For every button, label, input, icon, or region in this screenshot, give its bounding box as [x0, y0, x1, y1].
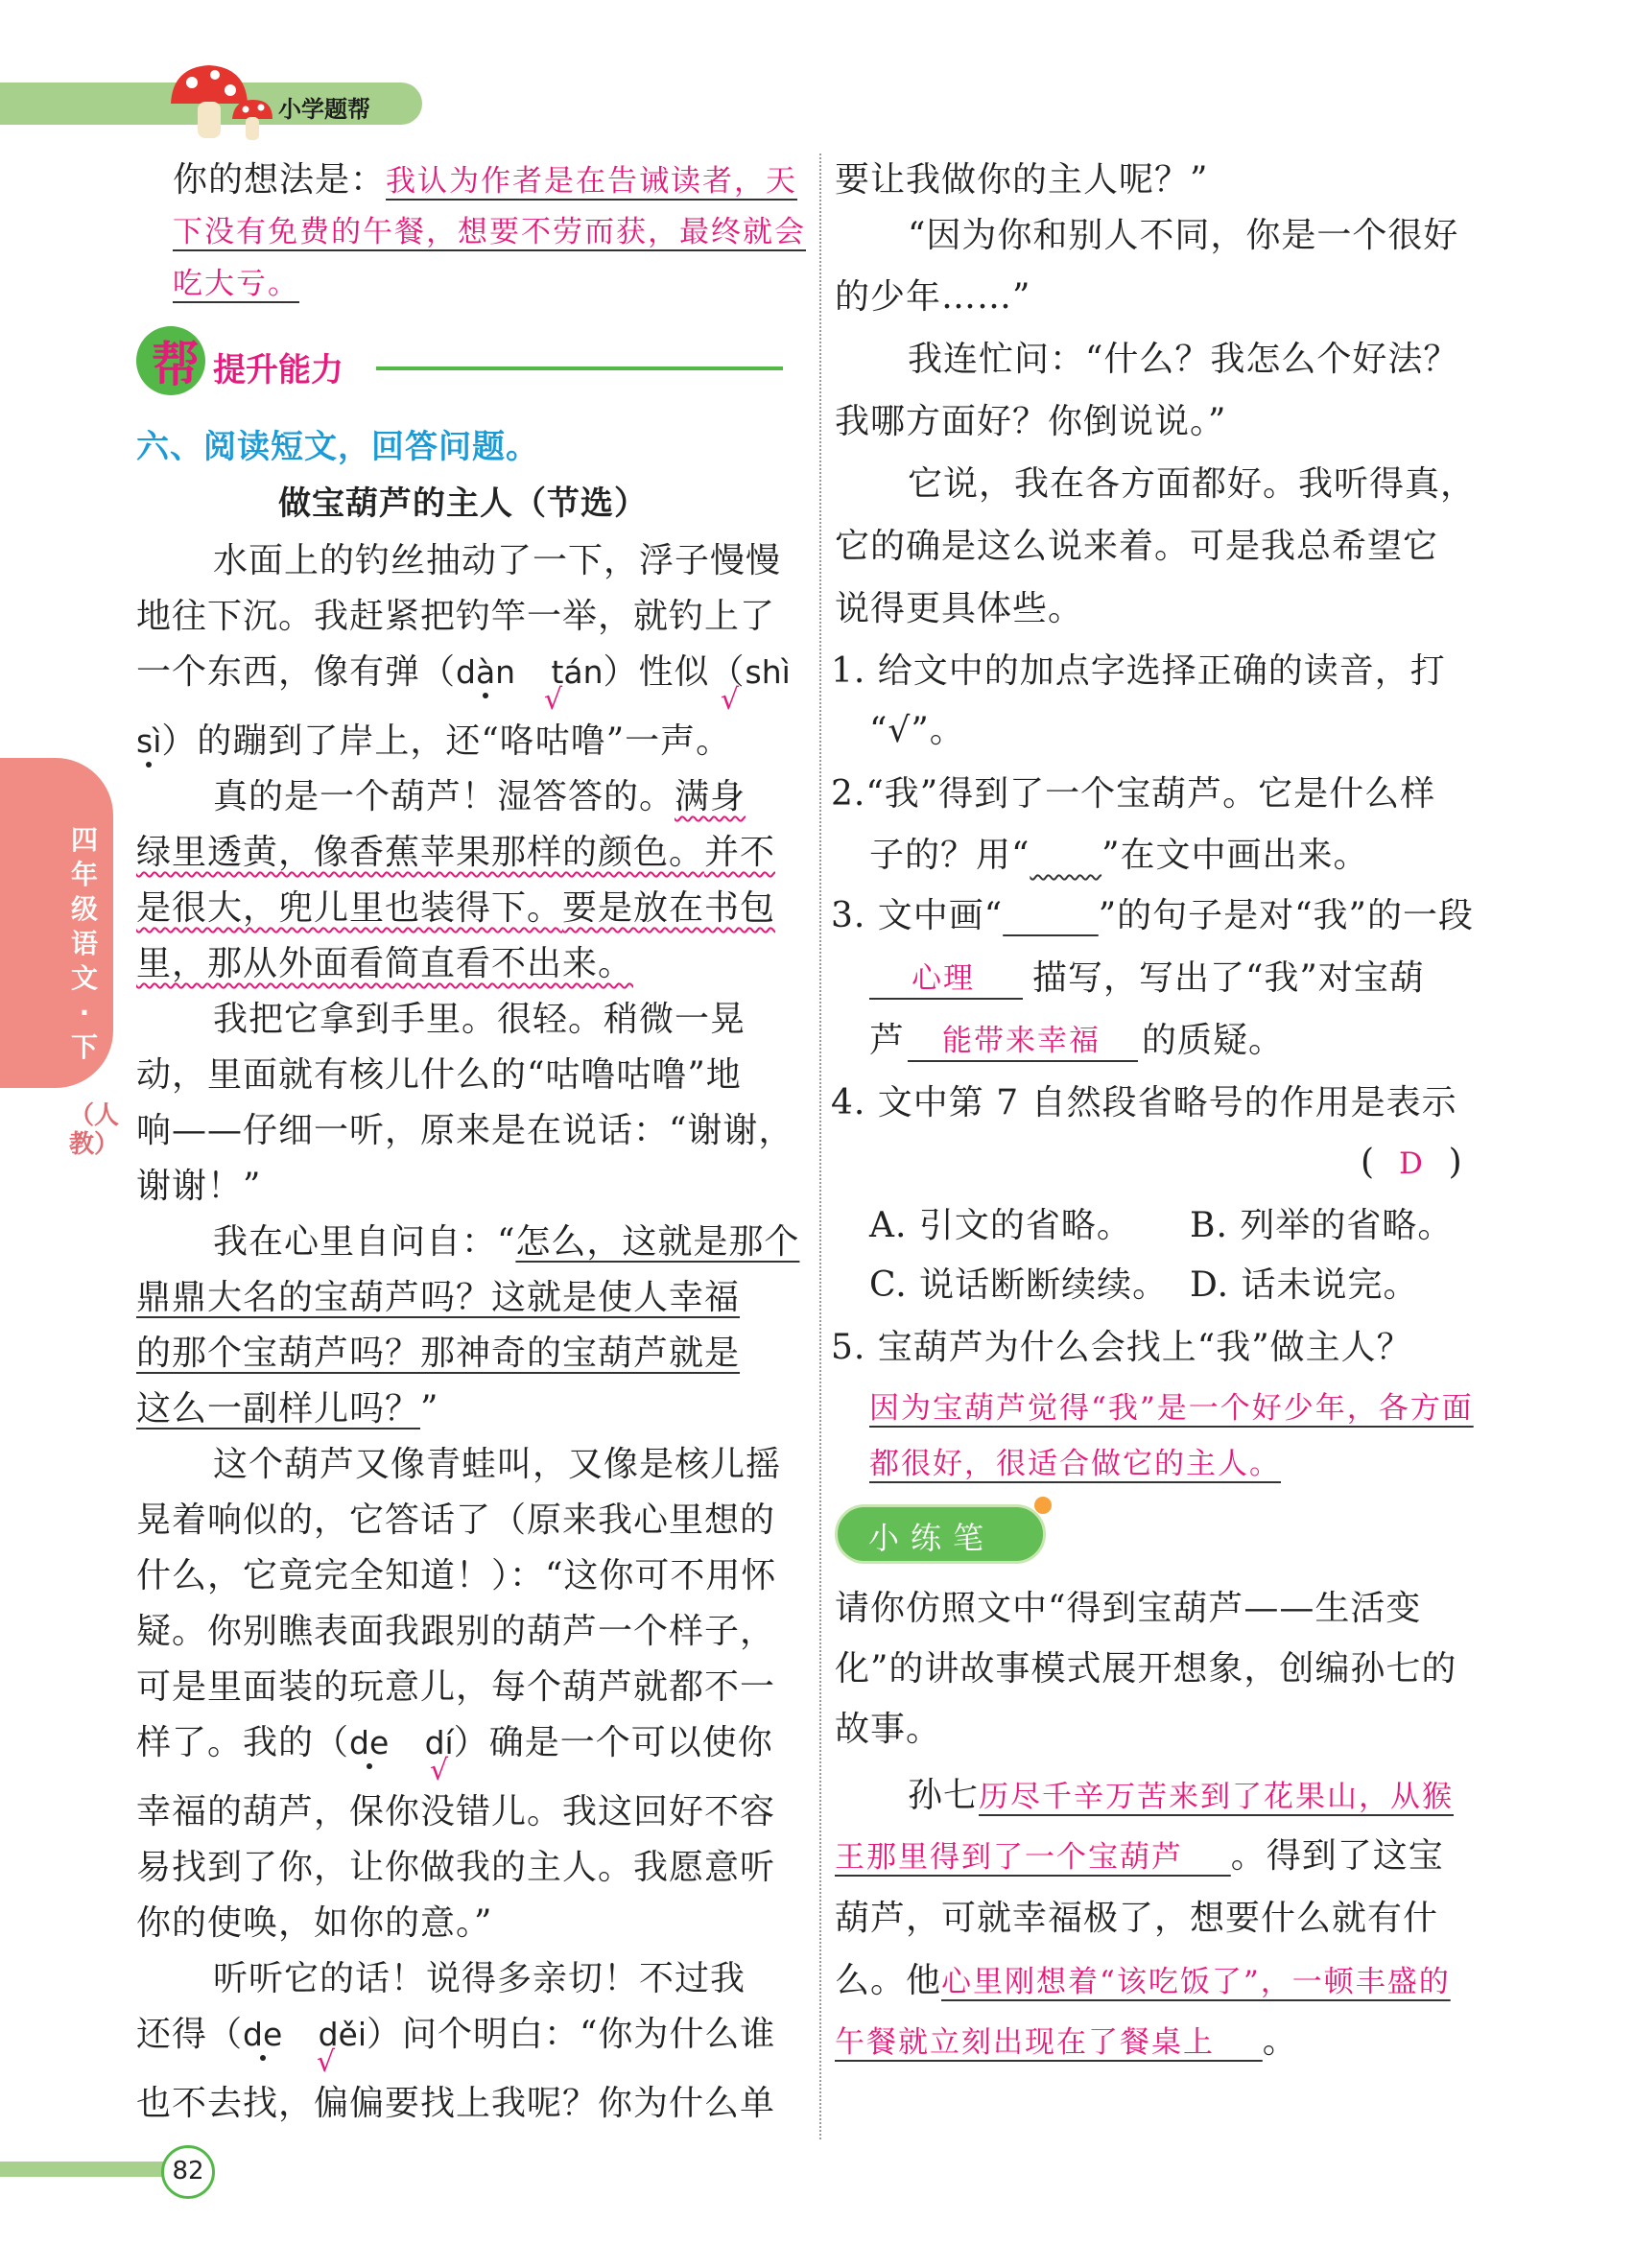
passage-line: 这么一副样儿吗？”	[136, 1389, 439, 1429]
top-answer-text-3: 吃大亏。	[173, 267, 299, 301]
passage-line: 说得更具体些。	[835, 589, 1084, 628]
passage-line: 可是里面装的玩意儿，每个葫芦就都不一	[136, 1667, 776, 1707]
top-answer-line-1	[173, 161, 797, 201]
pinyin-dei: děi	[318, 2016, 367, 2053]
passage-line: 它的确是这么说来着。可是我总希望它	[835, 527, 1439, 566]
passage-line: 绿里透黄，像香蕉苹果那样的颜色。并不	[136, 833, 776, 872]
story-answer-3: 心里刚想着“该吃饭了”，一顿丰盛的	[941, 1965, 1451, 1999]
q4-option-c: C. 说话断断续续。	[869, 1265, 1169, 1305]
story-line-1: 孙七历尽千辛万苦来到了花果山，从猴	[908, 1776, 1455, 1815]
q3-answer-1: 心理	[912, 961, 975, 996]
passage-line: 晃着响似的，它答话了（原来我心里想的	[136, 1500, 776, 1540]
page-number: 82	[172, 2157, 204, 2185]
question-2-cont: 子的？用“ ”在文中画出来。	[869, 836, 1369, 875]
column-divider	[819, 154, 821, 2139]
passage-line: 是很大，兜儿里也装得下。要是放在书包	[136, 888, 776, 928]
passage-line-pinyin-2: sì）的蹦到了岸上，还“咯咕噜”一声。	[136, 721, 732, 761]
story-line-3: 葫芦，可就幸福极了，想要什么就有什	[835, 1899, 1439, 1938]
pinyin-de: de	[243, 2016, 283, 2053]
passage-line: 我把它拿到手里。很轻。稍微一晃	[213, 1000, 746, 1039]
q4-answer-bracket: ( D )	[1361, 1143, 1463, 1182]
passage-line: 听听它的话！说得多亲切！不过我	[213, 1959, 746, 1998]
check-mark: √	[544, 683, 563, 717]
q4-option-d: D. 话未说完。	[1190, 1265, 1419, 1305]
passage-line: 疑。你别瞧表面我跟别的葫芦一个样子，	[136, 1612, 776, 1651]
footer-band	[0, 2162, 182, 2177]
pinyin-tan: tán	[551, 653, 604, 691]
section-heading: 提升能力	[213, 351, 343, 390]
question-1-cont: “√”。	[869, 711, 965, 750]
pinyin-shi: shì	[745, 653, 791, 691]
passage-line: 它说，我在各方面都好。我听得真，	[908, 464, 1477, 504]
passage-line: 我在心里自问自：“怎么，这就是那个	[213, 1222, 800, 1262]
question-3-cont: 描写，写出了“我”对宝葫	[1032, 958, 1425, 998]
q5-answer-1: 因为宝葫芦觉得“我”是一个好少年，各方面	[869, 1391, 1474, 1426]
practice-prompt: 化”的讲故事模式展开想象，创编孙七的	[835, 1649, 1457, 1689]
check-mark: √	[430, 1754, 449, 1787]
passage-line: 什么，它竟完全知道！）：“这你可不用怀	[136, 1556, 777, 1595]
passage-line-pinyin-1: 一个东西，像有弹（dàn tán）性似（shì	[136, 652, 791, 692]
top-answer-text-2: 下没有免费的午餐，想要不劳而获，最终就会	[173, 215, 806, 249]
q3-answer-2: 能带来幸福	[942, 1024, 1101, 1058]
passage-line: 鼎鼎大名的宝葫芦吗？这就是使人幸福	[136, 1278, 741, 1317]
passage-line: 谢谢！”	[136, 1167, 262, 1206]
story-line-5: 午餐就立刻出现在了餐桌上 。	[835, 2021, 1298, 2061]
mushroom-icon	[163, 58, 278, 150]
question-4: 4. 文中第 7 自然段省略号的作用是表示	[831, 1083, 1457, 1122]
q4-answer: D	[1398, 1146, 1425, 1181]
question-2: 2.“我”得到了一个宝葫芦。它是什么样	[831, 774, 1436, 814]
passage-line: 动，里面就有核儿什么的“咕噜咕噜”地	[136, 1055, 742, 1095]
story-answer-1: 历尽千辛万苦来到了花果山，从猴	[979, 1780, 1455, 1814]
question-3-cont-3: 的质疑。	[1142, 1021, 1285, 1060]
check-mark: √	[317, 2045, 336, 2079]
practice-badge-dot	[1034, 1497, 1052, 1514]
passage-line-pinyin-4: 还得（de děi）问个明白：“你为什么谁	[136, 2015, 776, 2054]
practice-prompt: 故事。	[835, 1710, 942, 1749]
passage-line: 我哪方面好？你倒说说。”	[835, 402, 1227, 441]
passage-line: 响——仔细一听，原来是在说话：“谢谢，	[136, 1111, 794, 1150]
question-heading: 六、阅读短文，回答问题。	[136, 428, 539, 466]
passage-line: 真的是一个葫芦！湿答答的。满身	[213, 777, 746, 816]
passage-line: 幸福的葫芦，保你没错儿。我这回好不容	[136, 1792, 776, 1831]
passage-line: 要让我做你的主人呢？”	[835, 160, 1209, 200]
section-badge-char: 帮	[152, 337, 200, 392]
top-answer-prefix: 你的想法是：	[173, 160, 387, 200]
passage-title: 做宝葫芦的主人（节选）	[278, 484, 648, 523]
pinyin-de: de	[349, 1724, 390, 1761]
answer-blank	[869, 998, 1023, 1000]
passage-line: 的少年……”	[835, 277, 1031, 317]
passage-line: 也不去找，偏偏要找上我呢？你为什么单	[136, 2084, 776, 2123]
passage-line: 你的使唤，如你的意。”	[136, 1903, 493, 1943]
story-line-4: 么。他心里刚想着“该吃饭了”，一顿丰盛的	[835, 1961, 1451, 2000]
q4-option-b: B. 列举的省略。	[1190, 1206, 1454, 1245]
answer-blank	[908, 1060, 1138, 1062]
story-answer-4: 午餐就立刻出现在了餐桌上	[835, 2025, 1215, 2060]
practice-prompt: 请你仿照文中“得到宝葫芦——生活变	[835, 1589, 1422, 1628]
question-3: 3. 文中画“ ”的句子是对“我”的一段	[831, 896, 1474, 935]
question-3-cont-2: 芦	[869, 1021, 906, 1060]
passage-line: 我连忙问：“什么？我怎么个好法？	[908, 340, 1459, 379]
top-answer-text-1: 我认为作者是在告诫读者，天	[386, 164, 798, 199]
edition-label: （人教）	[69, 1101, 120, 1159]
passage-line: 的那个宝葫芦吗？那神奇的宝葫芦就是	[136, 1334, 741, 1373]
question-1: 1. 给文中的加点字选择正确的读音，打	[831, 651, 1446, 691]
pinyin-si: sì	[136, 722, 162, 760]
passage-line: 里，那从外面看简直看不出来。	[136, 944, 634, 983]
story-line-2: 王那里得到了一个宝葫芦 。得到了这宝	[835, 1836, 1444, 1876]
header-label: 小学题帮	[278, 96, 370, 123]
practice-badge-label: 小练笔	[868, 1520, 996, 1556]
pinyin-di: dí	[424, 1724, 454, 1761]
passage-line: 水面上的钓丝抽动了一下，浮子慢慢	[213, 541, 782, 580]
passage-line: 地往下沉。我赶紧把钓竿一举，就钓上了	[136, 597, 776, 636]
grade-label: 四年级语文·下	[70, 824, 98, 1063]
passage-line-pinyin-3: 样了。我的（de dí）确是一个可以使你	[136, 1723, 773, 1762]
pinyin-dan: dàn	[456, 653, 516, 691]
story-answer-2: 王那里得到了一个宝葫芦	[835, 1840, 1183, 1875]
passage-line: 这个葫芦又像青蛙叫，又像是核儿摇	[213, 1445, 782, 1484]
q5-answer-2: 都很好，很适合做它的主人。	[869, 1447, 1281, 1481]
passage-line: “因为你和别人不同，你是一个很好	[908, 216, 1459, 255]
check-mark: √	[721, 683, 740, 717]
q4-option-a: A. 引文的省略。	[869, 1206, 1132, 1245]
question-5: 5. 宝葫芦为什么会找上“我”做主人？	[831, 1328, 1412, 1367]
section-rule	[376, 366, 783, 370]
passage-line: 易找到了你，让你做我的主人。我愿意听	[136, 1848, 776, 1887]
